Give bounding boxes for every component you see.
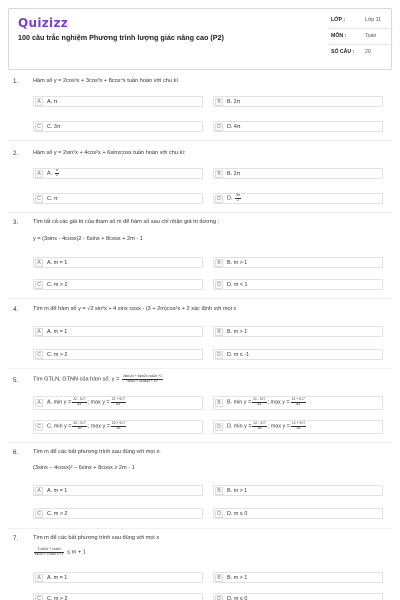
option-text: B. m > 1 <box>227 488 248 494</box>
question-number: 2. <box>13 150 19 157</box>
option-b[interactable] <box>213 572 383 583</box>
option-letter: B <box>215 259 223 267</box>
option-text: B. min y = $\frac{21 - 9√7}{83}$ ; max y = $\frac{21 + 9√7}{83}$ <box>227 397 305 406</box>
option-c[interactable] <box>33 279 203 290</box>
option-letter: D <box>215 423 223 431</box>
option-text: C. m > 2 <box>47 352 68 358</box>
option-b[interactable] <box>213 326 383 337</box>
question-text: Hàm số y = 2cos²x + 3cos³x + 8cos⁴x tuần hoàn với chu kì <box>33 78 178 84</box>
option-c[interactable] <box>33 508 203 519</box>
option-b[interactable] <box>213 96 383 107</box>
option-letter: D <box>215 510 223 518</box>
quizizz-logo: Quizizz <box>18 16 69 30</box>
option-letter: A <box>35 328 43 336</box>
option-letter: B <box>215 328 223 336</box>
subject-value: Toán <box>365 33 377 39</box>
option-c[interactable] <box>33 593 203 600</box>
option-letter: B <box>215 574 223 582</box>
question-count-label: SỐ CÂU : <box>331 49 355 55</box>
question-number: 7. <box>13 535 19 542</box>
option-d[interactable] <box>213 508 383 519</box>
option-letter: D <box>215 351 223 359</box>
option-text: C. m > 2 <box>47 282 68 288</box>
option-a[interactable] <box>33 396 203 410</box>
option-c[interactable] <box>33 349 203 360</box>
option-text: D. m ≤ -1 <box>227 352 250 358</box>
option-c[interactable] <box>33 420 203 434</box>
option-c[interactable] <box>33 121 203 132</box>
option-c[interactable] <box>33 193 203 204</box>
question-formula: (3sinx – 4cosx)² – 6sinx + 8cosx ≥ 2m - 1 <box>33 465 135 471</box>
page-title: 100 câu trắc nghiệm Phương trình lượng giác nâng cao (P2) <box>18 33 224 42</box>
option-d[interactable] <box>213 193 383 204</box>
option-b[interactable] <box>213 257 383 268</box>
option-d[interactable] <box>213 279 383 290</box>
question-number: 6. <box>13 449 19 456</box>
question-number: 4. <box>13 306 19 313</box>
option-text: A. m = 1 <box>47 329 68 335</box>
option-letter: A <box>35 399 43 407</box>
option-letter: B <box>215 170 223 178</box>
worksheet-header <box>8 8 392 70</box>
option-letter: C <box>35 423 43 431</box>
option-text: B. 2π <box>227 99 241 105</box>
option-b[interactable] <box>213 396 383 410</box>
option-text: D. $\frac{3\pi}{2}$ <box>227 193 241 202</box>
question-divider <box>8 298 392 299</box>
option-text: D. m ≤ 0 <box>227 511 248 517</box>
option-a[interactable] <box>33 326 203 337</box>
question-text: Hàm số y = 2sin²x + 4cos²x + 6sinxcosx tuần hoàn với chu kì: <box>33 150 186 156</box>
fraction: $\frac{3\pi}{2}$ <box>235 193 241 202</box>
meta-divider <box>329 44 393 45</box>
option-text: C. 3π <box>47 124 61 130</box>
option-text: B. m > 1 <box>227 260 248 266</box>
class-value: Lớp 11 <box>365 17 381 23</box>
subject-label: MÔN : <box>331 33 347 39</box>
question-text: Tìm GTLN, GTNN của hàm số: y = $\frac{\text{2sin²2x + 4sin2x cos2x +1}}{\sin 4x + 4\cos 4x + 10}$ <box>33 374 163 383</box>
fraction: $\frac{22 + 9√7}{83}$ <box>111 397 125 406</box>
question-text: Tìm m để các bất phương trình sau đúng với mọi x <box>33 535 160 541</box>
option-letter: A <box>35 259 43 267</box>
option-text: B. m > 1 <box>227 329 248 335</box>
question-divider <box>8 442 392 443</box>
option-b[interactable] <box>213 168 383 179</box>
option-text: D. m ≤ 0 <box>227 596 248 600</box>
question-text: Tìm m để hàm số y = √2 sin²x + 4 sinx cosx - (3 + 2m)cos²x + 2 xác định với mọi x <box>33 306 237 312</box>
question-count-value: 20 <box>365 49 371 55</box>
option-a[interactable] <box>33 96 203 107</box>
option-text: A. m = 1 <box>47 575 68 581</box>
option-letter: C <box>35 595 43 600</box>
option-letter: D <box>215 123 223 131</box>
option-d[interactable] <box>213 593 383 600</box>
option-letter: D <box>215 195 223 203</box>
fraction: $\frac{22 - 9√7}{83}$ <box>73 397 86 406</box>
option-a[interactable] <box>33 168 203 179</box>
option-letter: C <box>35 123 43 131</box>
option-letter: C <box>35 195 43 203</box>
option-a[interactable] <box>33 485 203 496</box>
option-letter: B <box>215 487 223 495</box>
question-number: 1. <box>13 78 19 85</box>
question-formula: $\frac{3 \sin 2x + \cos 2x}{\text{sin2x + 4 cos² x +1}}$ ≤ m + 1 <box>35 547 86 556</box>
question-divider <box>8 140 392 141</box>
option-text: C. π <box>47 196 58 202</box>
question-text: Tìm tất cả các giá trị của tham số m để hàm số sau chỉ nhận giá trị dương : <box>33 219 220 225</box>
option-text: C. m > 2 <box>47 511 68 517</box>
option-text: A. m = 1 <box>47 488 68 494</box>
fraction: $\frac{\pi}{2}$ <box>55 168 58 177</box>
option-text: A. min y = $\frac{22 - 9√7}{83}$ ; max y = $\frac{22 + 9√7}{83}$ <box>47 397 125 406</box>
option-letter: D <box>215 281 223 289</box>
option-text: A. m = 1 <box>47 260 68 266</box>
question-divider <box>8 368 392 369</box>
question-divider <box>8 528 392 529</box>
question-number: 5. <box>13 377 19 384</box>
option-letter: A <box>35 170 43 178</box>
question-formula: y = (3sinx - 4cosx)2 - 6sinx + 8cosx + 2m - 1 <box>33 236 143 242</box>
option-d[interactable] <box>213 420 383 434</box>
option-text: C. min y = $\frac{20 - 9√7}{83}$ ; max y = $\frac{20 + 9√7}{83}$ <box>47 421 126 430</box>
option-a[interactable] <box>33 257 203 268</box>
option-letter: D <box>215 595 223 600</box>
fraction: $\frac{12 - 9√7}{83}$ <box>253 421 266 430</box>
question-number: 3. <box>13 219 19 226</box>
option-text: A. $\frac{\pi}{2}$ <box>47 168 58 177</box>
class-label: LỚP : <box>331 17 346 23</box>
option-text: B. 2π <box>227 171 241 177</box>
option-letter: A <box>35 98 43 106</box>
option-letter: C <box>35 351 43 359</box>
fraction: $\frac{3 \sin 2x + \cos 2x}{\text{sin2x + 4 cos² x +1}}$ <box>35 547 64 556</box>
fraction: $\frac{21 + 9√7}{83}$ <box>291 397 305 406</box>
meta-divider <box>329 28 393 29</box>
option-b[interactable] <box>213 485 383 496</box>
question-text: Tìm m để các bất phương trình sau đúng với mọi x: <box>33 449 161 455</box>
option-a[interactable] <box>33 572 203 583</box>
option-letter: C <box>35 510 43 518</box>
option-text: D. 4π <box>227 124 241 130</box>
option-letter: A <box>35 574 43 582</box>
option-text: B. m > 1 <box>227 575 248 581</box>
fraction: $\frac{20 - 9√7}{83}$ <box>73 421 86 430</box>
option-text: C. m > 2 <box>47 596 68 600</box>
fraction: $\frac{20 + 9√7}{83}$ <box>111 421 126 430</box>
option-letter: B <box>215 98 223 106</box>
option-d[interactable] <box>213 121 383 132</box>
option-d[interactable] <box>213 349 383 360</box>
question-divider <box>8 212 392 213</box>
option-letter: C <box>35 281 43 289</box>
fraction: $\frac{\text{2sin²2x + 4sin2x cos2x +1}}{\sin 4x + 4\cos 4x + 10}$ <box>122 374 163 383</box>
option-text: A. π <box>47 99 58 105</box>
fraction: $\frac{12 + 9√7}{83}$ <box>291 421 306 430</box>
fraction: $\frac{21 - 9√7}{83}$ <box>253 397 266 406</box>
option-text: D. min y = $\frac{12 - 9√7}{83}$ ; max y = $\frac{12 + 9√7}{83}$ <box>227 421 306 430</box>
option-text: D. m < 1 <box>227 282 248 288</box>
option-letter: B <box>215 399 223 407</box>
option-letter: A <box>35 487 43 495</box>
